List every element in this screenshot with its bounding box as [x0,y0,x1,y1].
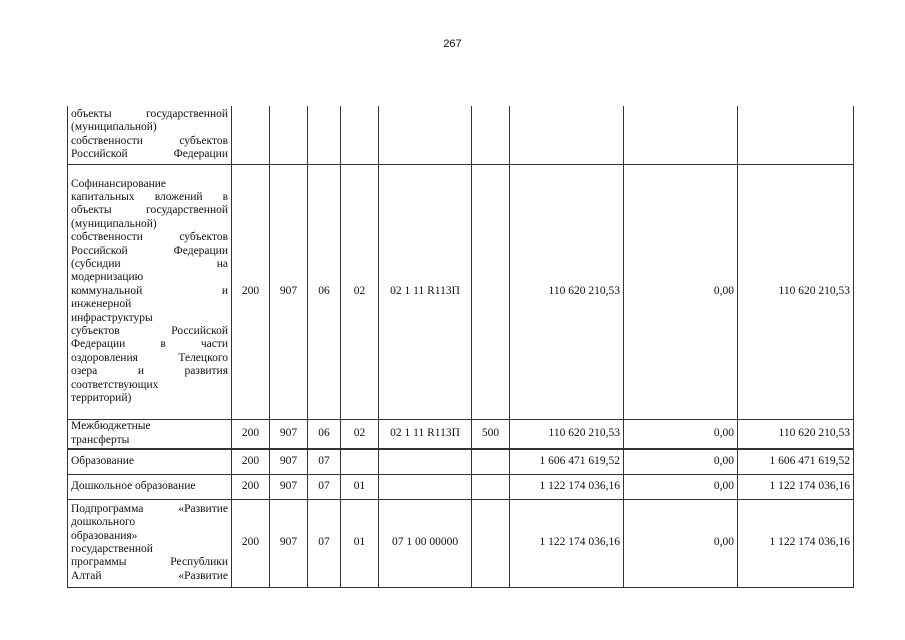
cell-ministry [232,106,270,164]
cell-amount-1 [510,106,624,164]
row-name-cell: Подпрограмма «Развитие дошкольного образования» государственной программы Республики Алтай «Развитие [68,499,232,587]
cell-target [379,449,472,474]
cell-amount-2: 0,00 [624,474,738,499]
cell-amount-2 [624,106,738,164]
cell-amount-1: 1 606 471 619,52 [510,449,624,474]
cell-amount-1: 1 122 174 036,16 [510,499,624,587]
cell-section [308,106,341,164]
table-row [68,106,854,164]
row-name-cell: Дошкольное образование [68,474,232,499]
cell-section: 06 [308,164,341,419]
cell-amount-3: 110 620 210,53 [738,419,854,449]
cell-code: 907 [270,419,308,449]
cell-expense-type [472,164,510,419]
cell-amount-1: 110 620 210,53 [510,419,624,449]
cell-code [270,106,308,164]
cell-code: 907 [270,449,308,474]
cell-ministry: 200 [232,419,270,449]
cell-amount-2: 0,00 [624,449,738,474]
cell-amount-3: 1 122 174 036,16 [738,474,854,499]
table-row [68,474,854,499]
cell-section: 06 [308,419,341,449]
cell-expense-type [472,499,510,587]
cell-ministry: 200 [232,449,270,474]
cell-target: 02 1 11 R113П [379,419,472,449]
cell-section: 07 [308,499,341,587]
cell-subsection [341,106,379,164]
cell-target [379,474,472,499]
cell-amount-1: 110 620 210,53 [510,164,624,419]
cell-amount-2: 0,00 [624,499,738,587]
cell-expense-type [472,106,510,164]
cell-amount-2: 0,00 [624,419,738,449]
row-name-cell: Софинансирование капитальных вложений в объекты государственной (муниципальной) собственности субъектов Российской Федерации (субсидии на модернизацию коммунальной и инженерной инфраструктуры субъектов Российской Федерации в части оздоровления Телецкого озера и развития соответствующих территорий) [68,164,232,419]
cell-section: 07 [308,474,341,499]
table-row [68,449,854,474]
cell-amount-2: 0,00 [624,164,738,419]
page-number: 267 [443,38,462,50]
cell-code: 907 [270,474,308,499]
cell-expense-type [472,474,510,499]
cell-subsection: 01 [341,474,379,499]
cell-amount-3: 1 606 471 619,52 [738,449,854,474]
cell-amount-3 [738,106,854,164]
cell-code: 907 [270,164,308,419]
cell-expense-type [472,449,510,474]
row-name-cell: Межбюджетные трансферты [68,419,232,449]
table-row [68,419,854,449]
row-name-cell: Образование [68,449,232,474]
cell-subsection: 01 [341,499,379,587]
cell-ministry: 200 [232,474,270,499]
cell-target [379,106,472,164]
table-row [68,164,854,419]
cell-subsection [341,449,379,474]
cell-amount-1: 1 122 174 036,16 [510,474,624,499]
cell-ministry: 200 [232,499,270,587]
cell-section: 07 [308,449,341,474]
cell-code: 907 [270,499,308,587]
row-name-cell: объекты государственной (муниципальной) собственности субъектов Российской Федерации [68,106,232,164]
cell-amount-3: 1 122 174 036,16 [738,499,854,587]
cell-amount-3: 110 620 210,53 [738,164,854,419]
cell-ministry: 200 [232,164,270,419]
table-row [68,499,854,587]
cell-subsection: 02 [341,419,379,449]
cell-subsection: 02 [341,164,379,419]
cell-expense-type: 500 [472,419,510,449]
cell-target: 02 1 11 R113П [379,164,472,419]
cell-target: 07 1 00 00000 [379,499,472,587]
budget-table [67,106,854,588]
